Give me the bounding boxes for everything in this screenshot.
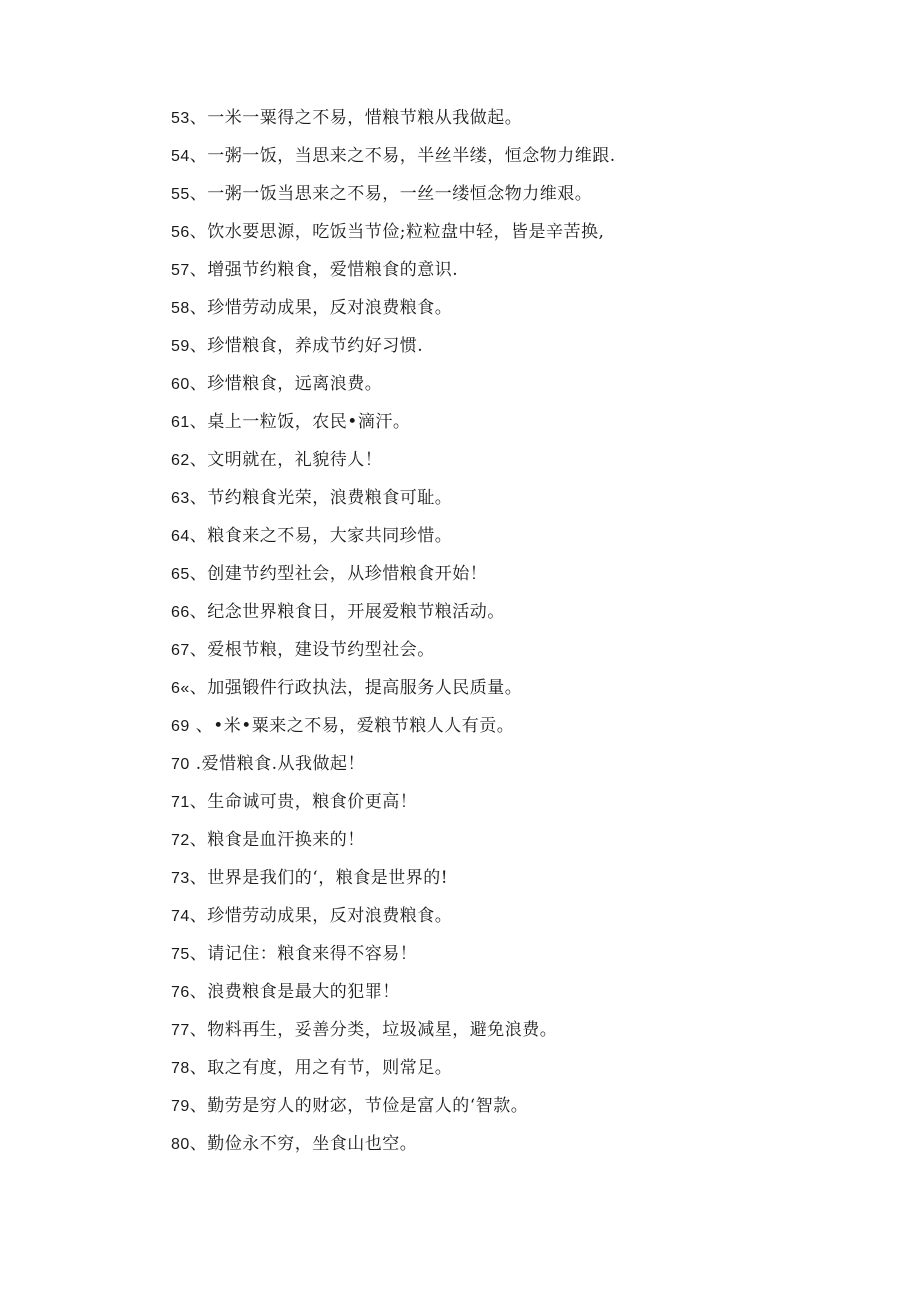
item-text: 、珍惜劳动成果，反对浪费粮食。 xyxy=(189,298,453,318)
item-text: 、增强节约粮食，爱惜粮食的意识. xyxy=(189,260,459,280)
item-text: 、饮水要思源，吃饭当节俭;粒粒盘中轻，皆是辛苦换, xyxy=(189,222,605,242)
list-item xyxy=(171,864,871,902)
item-number: 64 xyxy=(171,528,190,545)
item-number: 78 xyxy=(171,1060,190,1077)
item-text: 、珍惜粮食，远离浪费。 xyxy=(189,374,383,394)
item-number: 58 xyxy=(171,300,190,317)
list-item xyxy=(171,522,871,560)
item-number: 77 xyxy=(171,1022,190,1039)
list-item xyxy=(171,104,871,142)
item-number: 62 xyxy=(171,452,190,469)
item-number: 63 xyxy=(171,490,190,507)
list-item xyxy=(171,674,871,712)
list-item xyxy=(171,142,871,180)
item-number: 55 xyxy=(171,186,190,203)
item-text: 、粮食是血汗换来的！ xyxy=(189,830,365,850)
list-item xyxy=(171,484,871,522)
list-item xyxy=(171,408,871,446)
list-item xyxy=(171,294,871,332)
item-number: 70 xyxy=(171,756,190,773)
item-text: 、世界是我们的‘，粮食是世界的! xyxy=(189,868,449,888)
item-text: 、勤劳是穷人的财宓，节俭是富人的‘智款。 xyxy=(189,1096,529,1116)
list-item xyxy=(171,560,871,598)
item-text: .爱惜粮食.从我做起！ xyxy=(189,754,366,774)
item-number: 53 xyxy=(171,110,190,127)
list-item xyxy=(171,636,871,674)
list-item xyxy=(171,826,871,864)
item-number: 56 xyxy=(171,224,190,241)
item-number: 67 xyxy=(171,642,190,659)
item-number: 60 xyxy=(171,376,190,393)
list-item xyxy=(171,446,871,484)
list-item xyxy=(171,1130,871,1168)
list-item xyxy=(171,940,871,978)
item-text: 、桌上一粒饭，农民•滴汗。 xyxy=(189,412,411,432)
item-text: 、浪费粮食是最大的犯罪！ xyxy=(189,982,400,1002)
item-text: 、文明就在，礼貌待人！ xyxy=(189,450,383,470)
item-number: 72 xyxy=(171,832,190,849)
list-item xyxy=(171,598,871,636)
list-item xyxy=(171,218,871,256)
item-number: 73 xyxy=(171,870,190,887)
item-number: 79 xyxy=(171,1098,190,1115)
list-item xyxy=(171,712,871,750)
item-text: 、一粥一饭，当思来之不易，半丝半缕，恒念物力维跟. xyxy=(189,146,616,166)
list-item xyxy=(171,1054,871,1092)
item-number: 66 xyxy=(171,604,190,621)
item-text: 、粮食来之不易，大家共同珍惜。 xyxy=(189,526,453,546)
item-text: 、一粥一饭当思来之不易，一丝一缕恒念物力维艰。 xyxy=(189,184,593,204)
list-item xyxy=(171,370,871,408)
item-text: 、•米•粟来之不易，爱粮节粮人人有贡。 xyxy=(189,716,515,736)
item-text: 、珍惜劳动成果，反对浪费粮食。 xyxy=(189,906,453,926)
list-item xyxy=(171,750,871,788)
list-item xyxy=(171,1092,871,1130)
list-item xyxy=(171,788,871,826)
item-text: 、请记住：粮食来得不容易！ xyxy=(189,944,418,964)
item-number: 76 xyxy=(171,984,190,1001)
item-text: 、一米一粟得之不易，惜粮节粮从我做起。 xyxy=(189,108,523,128)
list-item xyxy=(171,978,871,1016)
item-text: 、取之有度，用之有节，则常足。 xyxy=(189,1058,453,1078)
item-text: 、创建节约型社会，从珍惜粮食开始！ xyxy=(189,564,488,584)
item-text: 、物料再生，妥善分类，垃圾减星，避免浪费。 xyxy=(189,1020,558,1040)
item-number: 54 xyxy=(171,148,190,165)
list-item xyxy=(171,1016,871,1054)
item-number: 57 xyxy=(171,262,190,279)
item-number: 71 xyxy=(171,794,190,811)
item-number: 59 xyxy=(171,338,190,355)
slogan-list xyxy=(171,104,871,1168)
list-item xyxy=(171,256,871,294)
item-number: 65 xyxy=(171,566,190,583)
item-text: 、生命诚可贵，粮食价更高！ xyxy=(189,792,418,812)
item-text: 、珍惜粮食，养成节约好习惯. xyxy=(189,336,424,356)
list-item xyxy=(171,332,871,370)
item-text: 、加强锻件行政执法，提高服务人民质量。 xyxy=(189,678,523,698)
item-text: 、勤俭永不穷，坐食山也空。 xyxy=(189,1134,418,1154)
list-item xyxy=(171,902,871,940)
list-item xyxy=(171,180,871,218)
item-text: 、纪念世界粮食日，开展爱粮节粮活动。 xyxy=(189,602,505,622)
item-text: 、爱根节粮，建设节约型社会。 xyxy=(189,640,435,660)
item-number: 61 xyxy=(171,414,190,431)
item-number: 69 xyxy=(171,718,190,735)
item-text: 、节约粮食光荣，浪费粮食可耻。 xyxy=(189,488,453,508)
item-number: 75 xyxy=(171,946,190,963)
item-number: 74 xyxy=(171,908,190,925)
item-number: 80 xyxy=(171,1136,190,1153)
item-number: 6« xyxy=(171,680,190,697)
